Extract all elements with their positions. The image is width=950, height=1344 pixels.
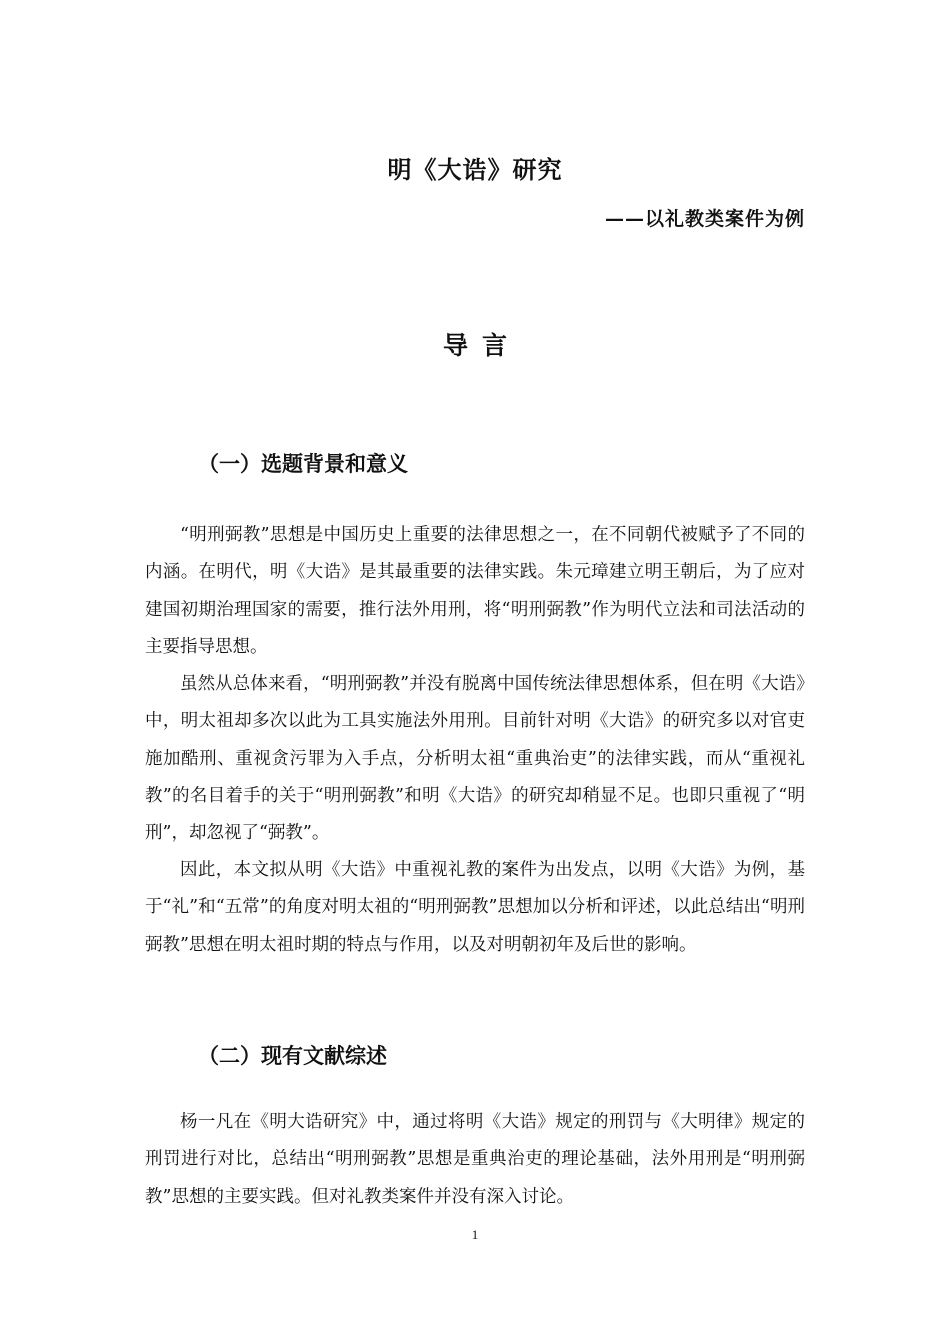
document-subtitle: ——以礼教类案件为例 <box>604 208 805 230</box>
section-title: 导言 <box>442 331 521 360</box>
paragraph: 虽然从总体来看，“明刑弼教”并没有脱离中国传统法律思想体系，但在明《大诰》中，明太祖却多次以此为工具实施法外用刑。目前针对明《大诰》的研究多以对官吏施加酷刑、重视贪污罪为入手点，分析明太祖“重典治吏”的法律实践，而从“重视礼教”的名目着手的关于“明刑弼教”和明《大诰》的研究却稍显不足。也即只重视了“明刑”，却忽视了“弼教”。 <box>145 674 805 844</box>
heading-literature-review: （二）现有文献综述 <box>198 1044 387 1068</box>
document-title: 明《大诰》研究 <box>387 156 563 184</box>
heading-background: （一）选题背景和意义 <box>198 452 408 476</box>
paragraph: 因此，本文拟从明《大诰》中重视礼教的案件为出发点，以明《大诰》为例，基于“礼”和“五常”的角度对明太祖的“明刑弼教”思想加以分析和评述，以此总结出“明刑弼教”思想在明太祖时期的特点与作用，以及对明朝初年及后世的影响。 <box>145 860 805 955</box>
paragraph: “明刑弼教”思想是中国历史上重要的法律思想之一，在不同朝代被赋予了不同的内涵。在明代，明《大诰》是其最重要的法律实践。朱元璋建立明王朝后，为了应对建国初期治理国家的需要，推行法外用刑，将“明刑弼教”作为明代立法和司法活动的主要指导思想。 <box>145 525 805 657</box>
paragraph: 杨一凡在《明大诰研究》中，通过将明《大诰》规定的刑罚与《大明律》规定的刑罚进行对比，总结出“明刑弼教”思想是重典治吏的理论基础，法外用刑是“明刑弼教”思想的主要实践。但对礼教类案件并没有深入讨论。 <box>145 1112 805 1207</box>
page-number: 1 <box>471 1227 479 1242</box>
